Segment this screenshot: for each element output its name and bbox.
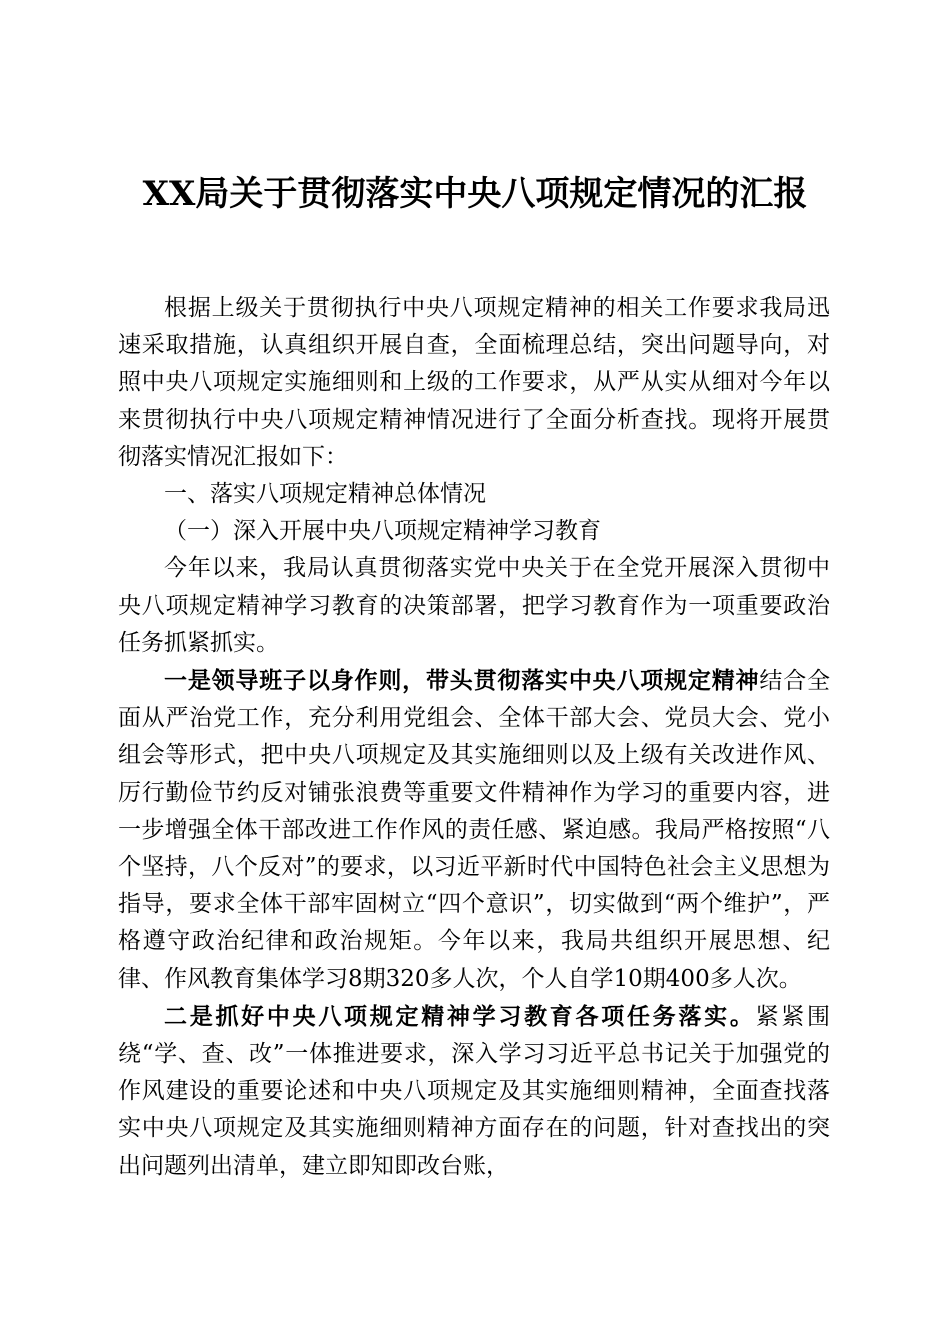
body-paragraph: 今年以来，我局认真贯彻落实党中央关于在全党开展深入贯彻中央八项规定精神学习教育的决策部署，把学习教育作为一项重要政治任务抓紧抓实。: [118, 555, 830, 656]
point-text: 紧紧围绕“学、查、改”一体推进要求，深入学习习近平总书记关于加强党的作风建设的重要论述和中央八项规定及其实施细则精神，全面查找落实中央八项规定及其实施细则精神方面存在的问题，针对查找出的突出问题列出清单，建立即知即改台账，: [118, 1003, 831, 1179]
document-body: [118, 290, 830, 1185]
point-lead: 二是抓好中央八项规定精神学习教育各项任务落实。: [164, 1002, 756, 1030]
section-heading: 一、落实八项规定精神总体情况: [164, 481, 486, 508]
point-paragraph: [118, 662, 830, 998]
intro-paragraph: 根据上级关于贯彻执行中央八项规定精神的相关工作要求我局迅速采取措施，认真组织开展自查，全面梳理总结，突出问题导向，对照中央八项规定实施细则和上级的工作要求，从严从实从细对今年以来贯彻执行中央八项规定精神情况进行了全面分析查找。现将开展贯彻落实情况汇报如下：: [118, 295, 830, 470]
point-paragraph: [118, 998, 830, 1185]
subsection-heading: （一）深入开展中央八项规定精神学习教育: [164, 518, 601, 545]
document-title: XX局关于贯彻落实中央八项规定情况的汇报: [142, 174, 808, 214]
point-lead: 一是领导班子以身作则，带头贯彻落实中央八项规定精神: [164, 667, 760, 695]
point-text: 结合全面从严治党工作，充分利用党组会、全体干部大会、党员大会、党小组会等形式，把中央八项规定及其实施细则以及上级有关改进作风、厉行勤俭节约反对铺张浪费等重要文件精神作为学习的重要内容，进一步增强全体干部改进工作作风的责任感、紧迫感。我局严格按照“八个坚持，八个反对”的要求，以习近平新时代中国特色社会主义思想为指导，要求全体干部牢固树立“四个意识”，切实做到“两个维护”，严格遵守政治纪律和政治规矩。今年以来，我局共组织开展思想、纪律、作风教育集体学习8期320多人次，个人自学10期400多人次。: [118, 668, 831, 992]
